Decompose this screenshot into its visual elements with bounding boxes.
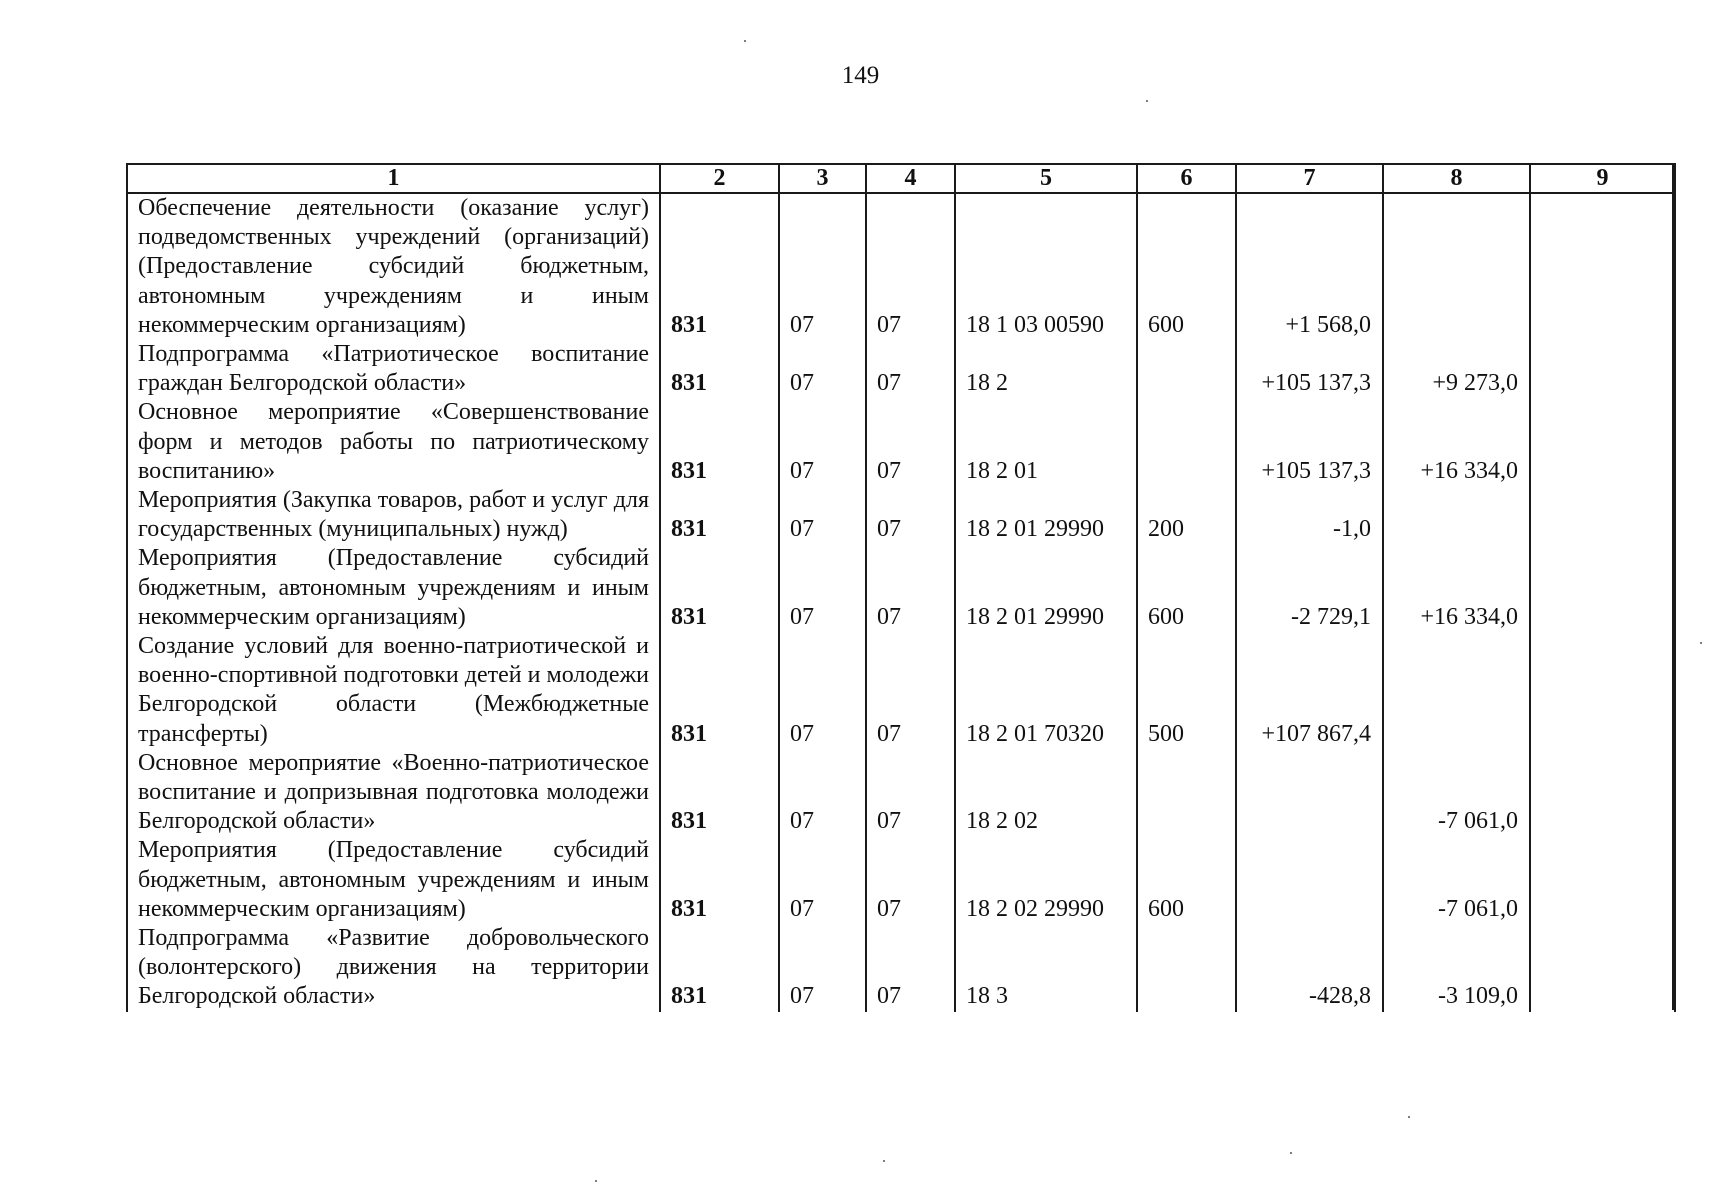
row-section: 07	[779, 193, 866, 340]
row-name: Основное мероприятие «Военно-патриотическое воспитание и допризывная подготовка молодежи Белгородской области»	[127, 749, 660, 837]
scan-speck	[1700, 642, 1702, 644]
row-amount-8: +16 334,0	[1383, 544, 1530, 632]
column-header: 7	[1236, 164, 1383, 193]
row-expense-type: 500	[1137, 632, 1236, 749]
row-amount-8: +9 273,0	[1383, 340, 1530, 398]
table-row	[127, 544, 1675, 632]
table-row	[127, 193, 1675, 340]
row-name: Подпрограмма «Развитие добровольческого (волонтерского) движения на территории Белгородской области»	[127, 924, 660, 1012]
row-amount-9	[1530, 486, 1675, 544]
row-subsection: 07	[866, 398, 955, 486]
row-code: 831	[660, 340, 779, 398]
row-section: 07	[779, 486, 866, 544]
row-amount-8: -3 109,0	[1383, 924, 1530, 1012]
table-row	[127, 924, 1675, 1012]
row-expense-type: 200	[1137, 486, 1236, 544]
column-header: 1	[127, 164, 660, 193]
row-expense-type	[1137, 340, 1236, 398]
row-amount-8	[1383, 193, 1530, 340]
row-expense-type: 600	[1137, 193, 1236, 340]
table-row	[127, 486, 1675, 544]
row-subsection: 07	[866, 544, 955, 632]
row-name: Мероприятия (Закупка товаров, работ и услуг для государственных (муниципальных) нужд)	[127, 486, 660, 544]
column-header: 6	[1137, 164, 1236, 193]
table-row	[127, 749, 1675, 837]
row-target-article: 18 2 01	[955, 398, 1137, 486]
column-header: 8	[1383, 164, 1530, 193]
row-amount-8: -7 061,0	[1383, 836, 1530, 924]
row-subsection: 07	[866, 836, 955, 924]
column-header: 4	[866, 164, 955, 193]
scan-speck	[595, 1180, 597, 1182]
row-amount-7: -428,8	[1236, 924, 1383, 1012]
row-amount-8	[1383, 486, 1530, 544]
row-amount-8: +16 334,0	[1383, 398, 1530, 486]
row-code: 831	[660, 193, 779, 340]
row-target-article: 18 3	[955, 924, 1137, 1012]
row-amount-7: +1 568,0	[1236, 193, 1383, 340]
row-name: Мероприятия (Предоставление субсидий бюджетным, автономным учреждениям и иным некоммерческим организациям)	[127, 836, 660, 924]
row-amount-9	[1530, 632, 1675, 749]
row-amount-9	[1530, 340, 1675, 398]
row-amount-7: +107 867,4	[1236, 632, 1383, 749]
row-subsection: 07	[866, 632, 955, 749]
column-header: 3	[779, 164, 866, 193]
header-row	[127, 164, 1675, 193]
row-name: Создание условий для военно-патриотической и военно-спортивной подготовки детей и молодежи Белгородской области (Межбюджетные трансферты)	[127, 632, 660, 749]
column-header: 5	[955, 164, 1137, 193]
scan-speck	[744, 40, 746, 42]
table-row	[127, 340, 1675, 398]
row-amount-9	[1530, 544, 1675, 632]
row-section: 07	[779, 924, 866, 1012]
row-section: 07	[779, 340, 866, 398]
row-amount-7	[1236, 749, 1383, 837]
budget-table	[126, 163, 1676, 1012]
page-number: 149	[841, 62, 880, 89]
row-amount-7: -1,0	[1236, 486, 1383, 544]
row-subsection: 07	[866, 924, 955, 1012]
row-code: 831	[660, 836, 779, 924]
row-expense-type: 600	[1137, 836, 1236, 924]
row-code: 831	[660, 486, 779, 544]
row-amount-8	[1383, 632, 1530, 749]
row-amount-7: +105 137,3	[1236, 340, 1383, 398]
row-target-article: 18 1 03 00590	[955, 193, 1137, 340]
row-name: Обеспечение деятельности (оказание услуг) подведомственных учреждений (организаций) (Предоставление субсидий бюджетным, автономным учреждениям и иным некоммерческим организациям)	[127, 193, 660, 340]
row-subsection: 07	[866, 193, 955, 340]
row-code: 831	[660, 924, 779, 1012]
table-row	[127, 836, 1675, 924]
row-amount-7: -2 729,1	[1236, 544, 1383, 632]
row-amount-9	[1530, 193, 1675, 340]
row-amount-7: +105 137,3	[1236, 398, 1383, 486]
row-amount-9	[1530, 924, 1675, 1012]
row-target-article: 18 2	[955, 340, 1137, 398]
row-expense-type	[1137, 398, 1236, 486]
row-target-article: 18 2 01 70320	[955, 632, 1137, 749]
table-row	[127, 398, 1675, 486]
row-name: Мероприятия (Предоставление субсидий бюджетным, автономным учреждениям и иным некоммерческим организациям)	[127, 544, 660, 632]
scan-speck	[1146, 100, 1148, 102]
row-section: 07	[779, 544, 866, 632]
row-subsection: 07	[866, 340, 955, 398]
table-row	[127, 632, 1675, 749]
row-amount-8: -7 061,0	[1383, 749, 1530, 837]
row-section: 07	[779, 749, 866, 837]
row-expense-type	[1137, 749, 1236, 837]
row-expense-type	[1137, 924, 1236, 1012]
budget-table-frame	[126, 163, 1674, 1010]
row-amount-9	[1530, 749, 1675, 837]
row-amount-9	[1530, 398, 1675, 486]
row-code: 831	[660, 749, 779, 837]
row-name: Основное мероприятие «Совершенствование форм и методов работы по патриотическому воспитанию»	[127, 398, 660, 486]
row-subsection: 07	[866, 486, 955, 544]
row-code: 831	[660, 544, 779, 632]
row-amount-7	[1236, 836, 1383, 924]
row-section: 07	[779, 398, 866, 486]
scan-speck	[883, 1160, 885, 1162]
row-code: 831	[660, 398, 779, 486]
column-header: 9	[1530, 164, 1675, 193]
row-target-article: 18 2 01 29990	[955, 486, 1137, 544]
row-section: 07	[779, 836, 866, 924]
row-target-article: 18 2 02	[955, 749, 1137, 837]
row-name: Подпрограмма «Патриотическое воспитание граждан Белгородской области»	[127, 340, 660, 398]
row-subsection: 07	[866, 749, 955, 837]
scan-speck	[1290, 1152, 1292, 1154]
row-section: 07	[779, 632, 866, 749]
column-header: 2	[660, 164, 779, 193]
table-body	[127, 193, 1675, 1012]
row-expense-type: 600	[1137, 544, 1236, 632]
row-target-article: 18 2 01 29990	[955, 544, 1137, 632]
scan-speck	[1408, 1116, 1410, 1118]
row-amount-9	[1530, 836, 1675, 924]
row-target-article: 18 2 02 29990	[955, 836, 1137, 924]
row-code: 831	[660, 632, 779, 749]
